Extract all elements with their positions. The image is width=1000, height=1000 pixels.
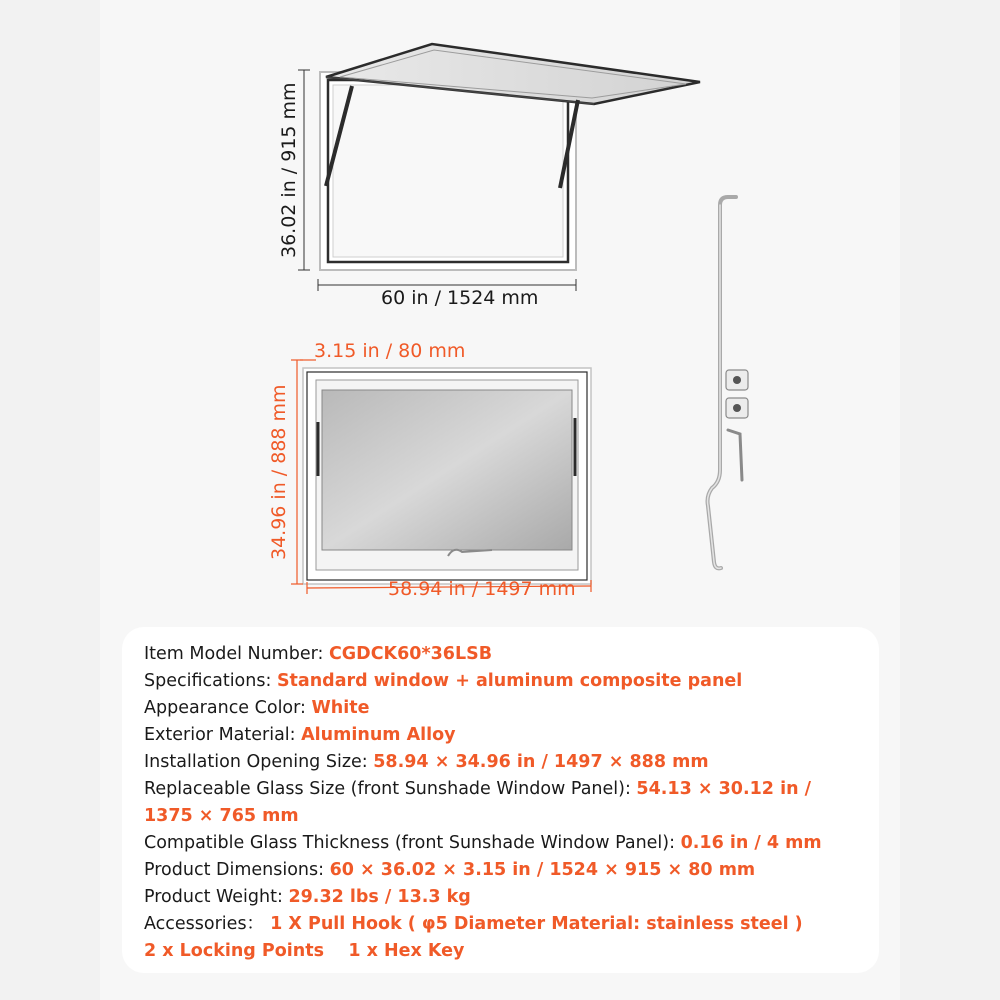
open-width-label: 60 in / 1524 mm [381,287,539,309]
spec-weight: Product Weight: 29.32 lbs / 13.3 kg [144,887,471,907]
spec-model: Item Model Number: CGDCK60*36LSB [144,644,493,664]
closed-width-label: 58.94 in / 1497 mm [388,578,576,600]
hex-key [728,430,742,480]
spec-accessories-cont: 2 x Locking Points 1 x Hex Key [144,941,465,961]
accessories-illustration [708,197,749,568]
spec-material: Exterior Material: Aluminum Alloy [144,725,456,745]
spec-accessories: Accessories： 1 X Pull Hook ( φ5 Diameter Material: stainless steel ) [144,914,803,934]
depth-label: 3.15 in / 80 mm [314,340,466,362]
locking-point-1 [726,370,748,390]
spec-specifications: Specifications: Standard window + aluminum composite panel [144,671,743,691]
spec-color: Appearance Color: White [144,698,370,718]
specs-list [144,641,864,965]
locking-point-2 [726,398,748,418]
spec-glass-size-cont: 1375 × 765 mm [144,806,299,826]
spec-dimensions: Product Dimensions: 60 × 36.02 × 3.15 in / 1524 × 915 × 80 mm [144,860,756,880]
closed-window-illustration [291,360,591,594]
spec-opening-size: Installation Opening Size: 58.94 × 34.96 in / 1497 × 888 mm [144,752,709,772]
spec-glass-thickness: Compatible Glass Thickness (front Sunshade Window Panel): 0.16 in / 4 mm [144,833,822,853]
closed-height-label: 34.96 in / 888 mm [268,384,290,560]
open-height-label: 36.02 in / 915 mm [278,82,300,258]
open-window-illustration [298,44,700,291]
spec-glass-size: Replaceable Glass Size (front Sunshade Window Panel): 54.13 × 30.12 in / [144,779,812,799]
